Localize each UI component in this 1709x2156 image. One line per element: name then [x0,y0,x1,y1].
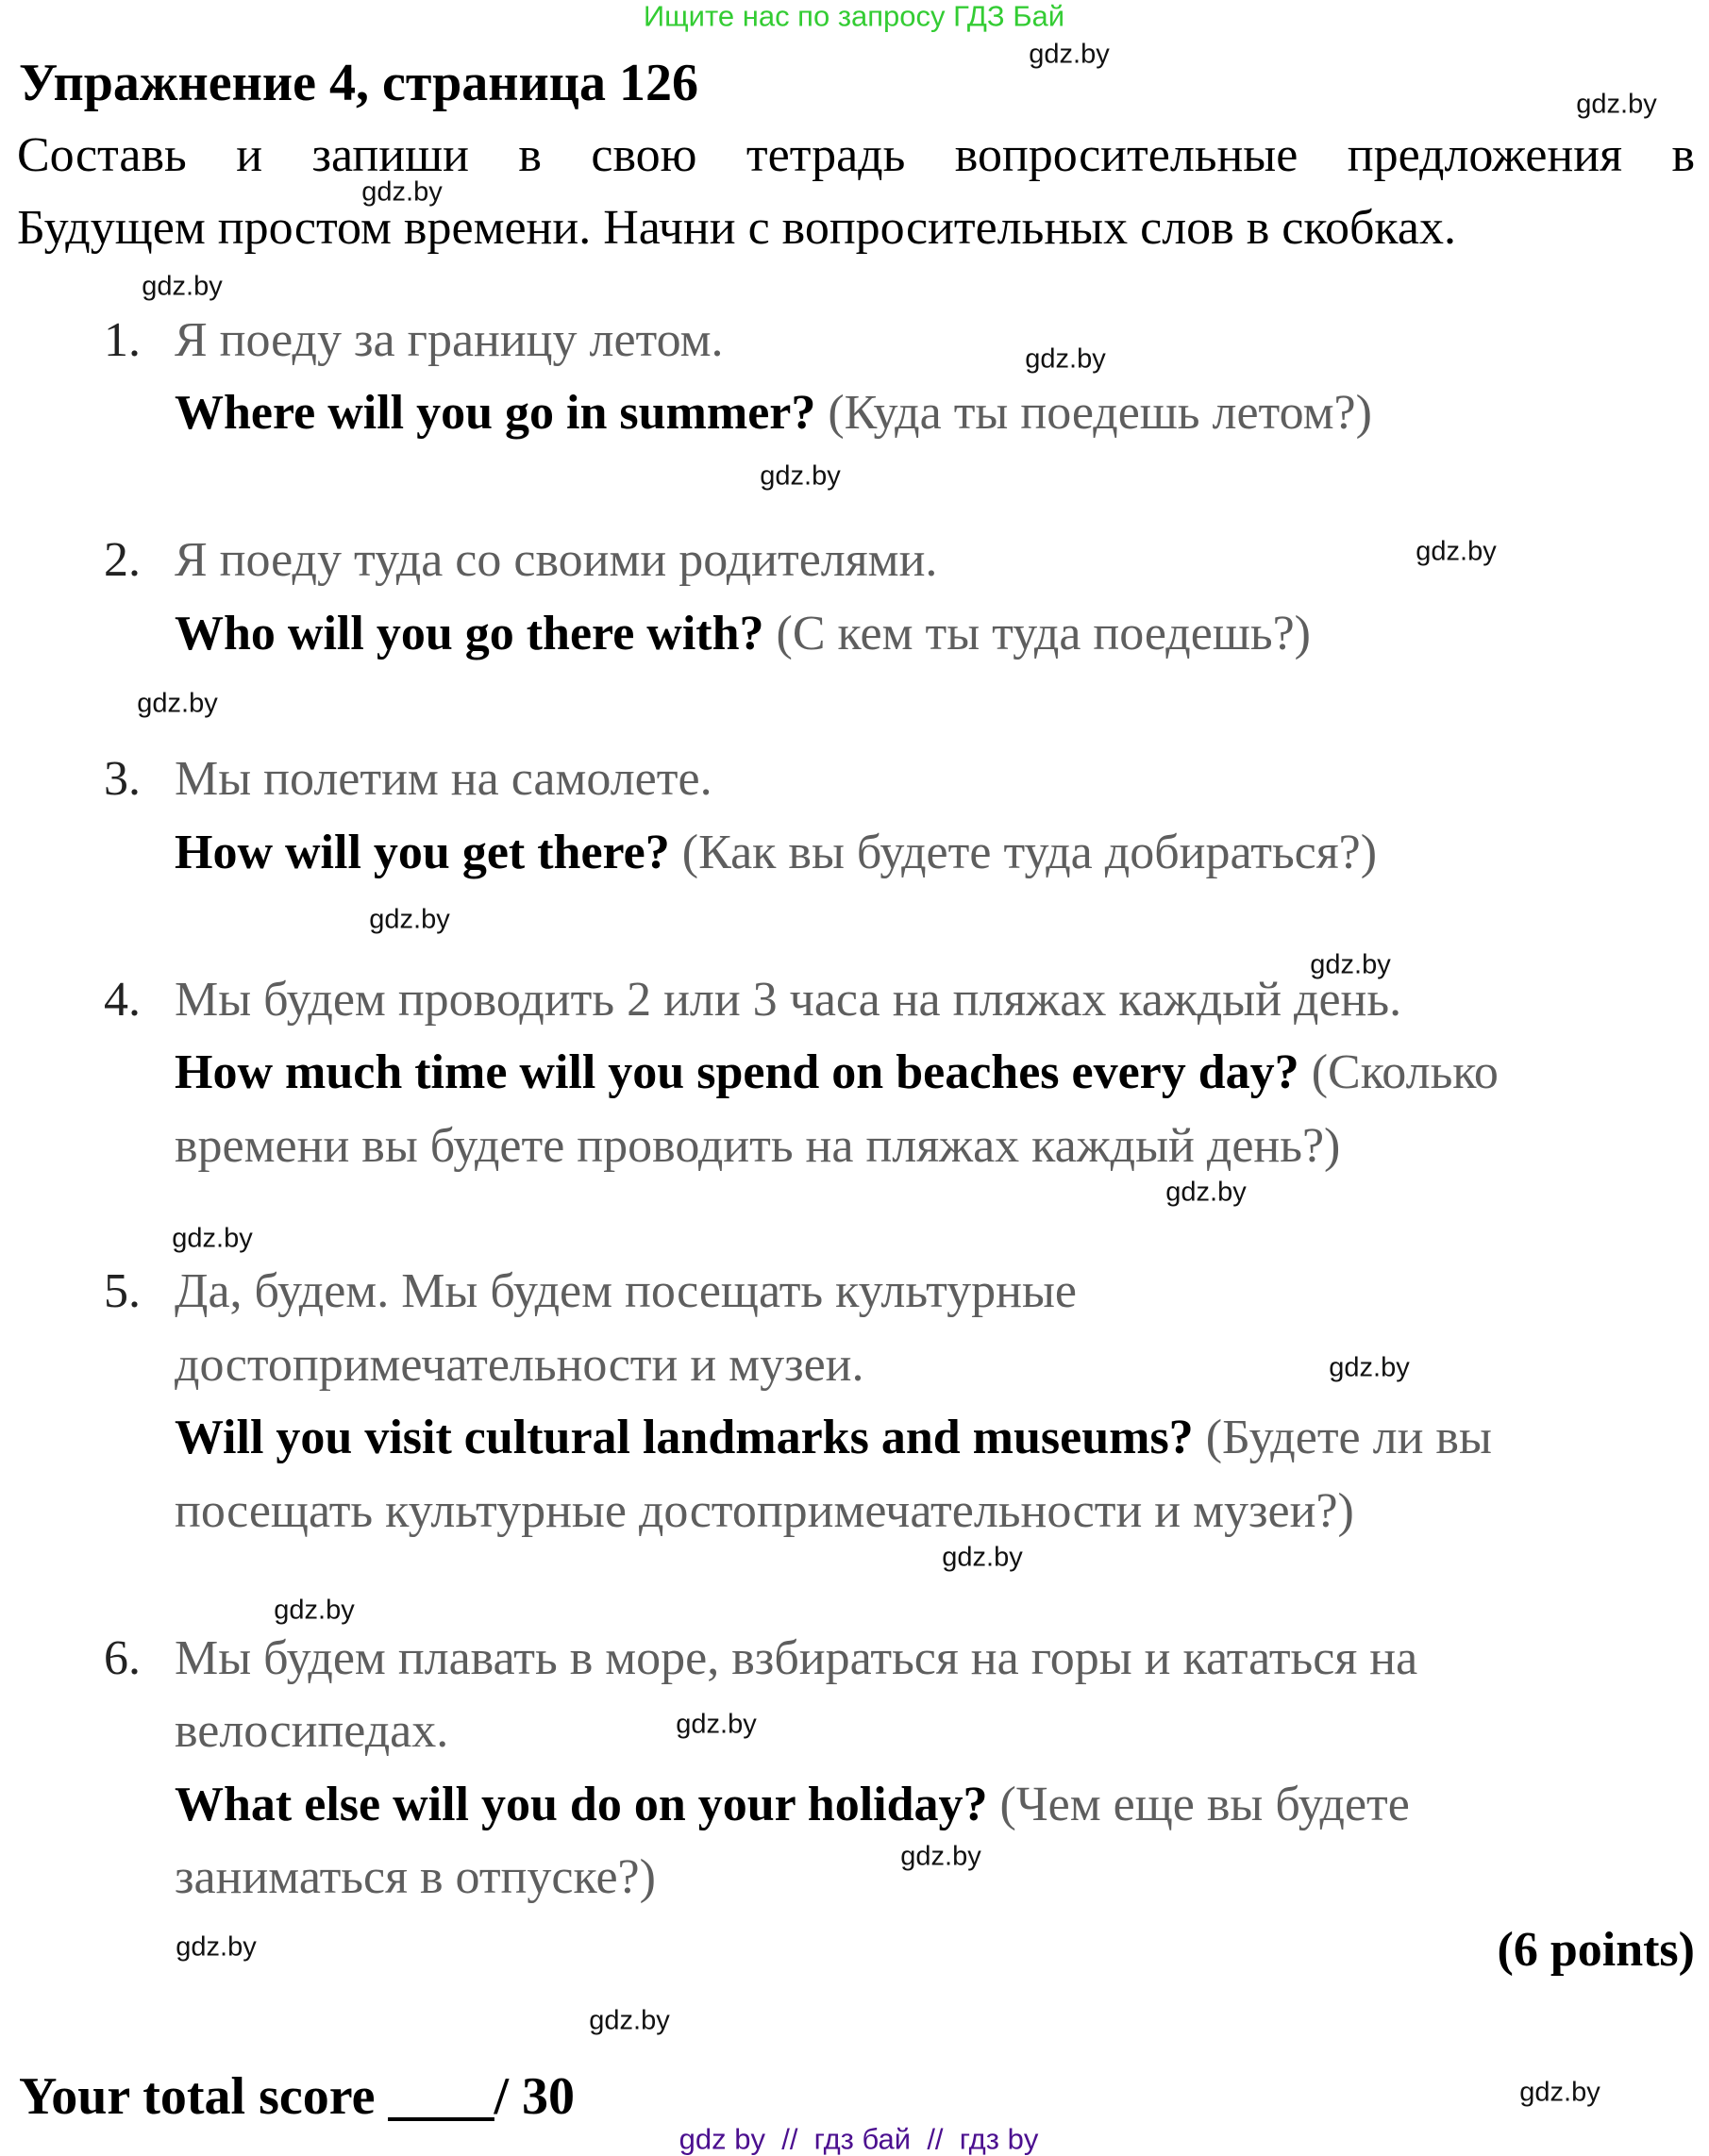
watermark: gdz.by [900,1841,981,1872]
top-banner[interactable]: Ищите нас по запросу ГДЗ Бай [643,0,1065,33]
watermark: gdz.by [1025,343,1106,375]
watermark: gdz.by [172,1223,253,1254]
footer-links[interactable]: gdz by // гдз бай // гдз by [679,2122,1039,2156]
points-label: (6 points) [1497,1923,1695,1977]
item-number: 3. [104,752,141,806]
answer-question: What else will you do on your holiday? [175,1778,988,1831]
item-number: 4. [104,973,141,1027]
answer-translation: (Куда ты поедешь летом?) [828,386,1372,440]
item-sentence: Мы полетим на самолете. [175,752,712,806]
item-sentence: Я поеду за границу летом. [175,313,724,367]
item-sentence: Мы будем плавать в море, взбираться на горы и кататься на [175,1631,1418,1685]
item-number: 6. [104,1631,141,1685]
watermark: gdz.by [1329,1352,1410,1383]
item-sentence: Мы будем проводить 2 или 3 часа на пляжах каждый день. [175,973,1402,1027]
answer-translation-cont: времени вы будете проводить на пляжах каждый день?) [175,1119,1341,1173]
watermark: gdz.by [142,271,223,302]
answer-translation-cont: посещать культурные достопримечательности и музеи?) [175,1484,1354,1538]
watermark: gdz.by [176,1931,257,1963]
answer-question: How will you get there? [175,826,670,879]
exercise-title: Упражнение 4, страница 126 [19,54,699,112]
answer-question: How much time will you spend on beaches every day? [175,1045,1299,1099]
watermark: gdz.by [676,1709,757,1740]
watermark: gdz.by [760,460,841,492]
item-answer [175,386,1372,440]
watermark: gdz.by [1576,89,1657,120]
watermark: gdz.by [369,904,450,935]
watermark: gdz.by [361,176,443,208]
answer-translation: (Чем еще вы будете [999,1778,1410,1831]
total-score-label: Your total score [19,2067,376,2126]
item-answer [175,1045,1499,1099]
item-number: 1. [104,313,141,367]
answer-translation: (Как вы будете туда добираться?) [681,826,1378,879]
watermark: gdz.by [942,1542,1023,1573]
instruction-line-2: Будущем простом времени. Начни с вопросительных слов в скобках. [17,201,1456,255]
item-answer [175,607,1311,660]
answer-translation: (Будете ли вы [1205,1411,1492,1464]
watermark: gdz.by [274,1595,355,1626]
watermark: gdz.by [589,2005,670,2036]
watermark: gdz.by [1165,1177,1247,1208]
instruction-line-1 [17,128,1695,182]
watermark: gdz.by [1029,39,1110,70]
score-blank[interactable]: ____ [388,2067,494,2126]
item-sentence: Я поеду туда со своими родителями. [175,533,938,587]
item-number: 5. [104,1264,141,1318]
answer-translation: (Сколько [1311,1045,1499,1099]
total-score [19,2067,575,2126]
item-answer [175,1413,1492,1462]
watermark: gdz.by [1416,536,1497,567]
watermark: gdz.by [1310,949,1391,980]
answer-question: Where will you go in summer? [175,386,816,440]
watermark: gdz.by [137,688,218,719]
answer-question: Will you visit cultural landmarks and museums? [175,1411,1194,1464]
answer-translation: (С кем ты туда поедешь?) [776,607,1311,660]
item-sentence: Да, будем. Мы будем посещать культурные [175,1264,1077,1318]
watermark: gdz.by [1519,2077,1600,2108]
item-number: 2. [104,533,141,587]
item-answer [175,1780,1410,1830]
item-sentence-cont: велосипедах. [175,1704,449,1758]
answer-translation-cont: заниматься в отпуске?) [175,1850,656,1904]
instruction-text: Составь и запиши в свою тетрадь вопросительные предложения в [17,128,1695,182]
score-max: / 30 [494,2067,575,2126]
item-answer [175,828,1377,877]
answer-question: Who will you go there with? [175,607,764,660]
item-sentence-cont: достопримечательности и музеи. [175,1338,864,1392]
